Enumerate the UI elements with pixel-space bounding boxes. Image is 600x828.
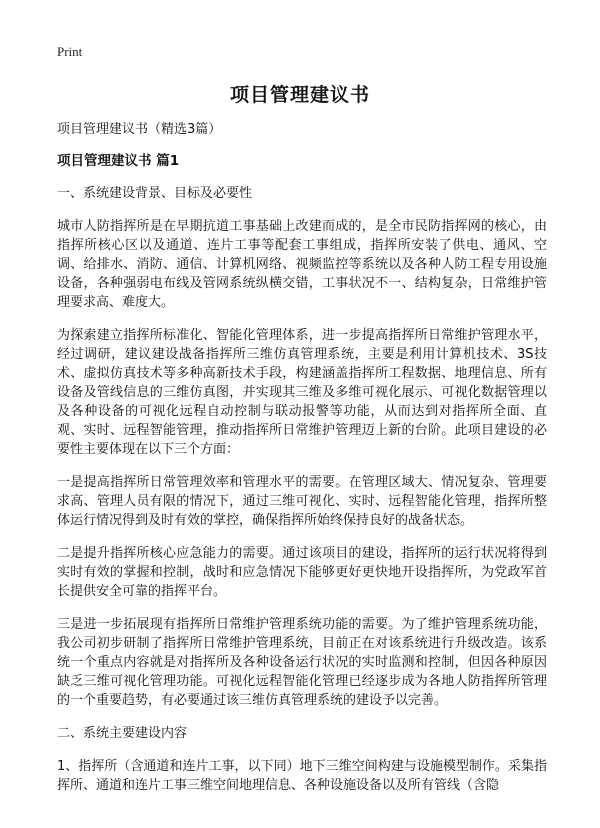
paragraph-reason-2: 二是提升指挥所核心应急能力的需要。通过该项目的建设，指挥所的运行状况将得到实时有效的掌握和控制，战时和应急情况下能够更好更快地开设指挥所，为党政军首长提供安全可靠的指挥平台。 bbox=[57, 546, 547, 599]
document-body bbox=[57, 120, 547, 809]
section-heading: 项目管理建议书 篇1 bbox=[57, 153, 180, 169]
paragraph-item-1: 1、指挥所（含通道和连片工事，以下同）地下三维空间构建与设施模型制作。采集指挥所、通道和连片工事三维空间地理信息、各种设施设备以及所有管线（含隐 bbox=[57, 759, 547, 793]
paragraph-background: 城市人防指挥所是在早期抗道工事基础上改建而成的，是全市民防指挥网的核心，由指挥所核心区以及通道、连片工事等配套工事组成，指挥所安装了供电、通风、空调、给排水、消防、通信、计算机网络、视频监控等系统以及各种人防工程专用设施设备，各种强弱电布线及管网系统纵横交错，工事状况不一、结构复杂，日常维护管理要求高、难度大。 bbox=[57, 219, 547, 310]
document-subtitle: 项目管理建议书（精选3篇） bbox=[57, 122, 222, 137]
paragraph-proposal: 为探索建立指挥所标准化、智能化管理体系，进一步提高指挥所日常维护管理水平，经过调研，建议建设战备指挥所三维仿真管理系统，主要是利用计算机技术、3S技术、虚拟仿真技术等多种高新技术手段，构建涵盖指挥所工程数据、地理信息、所有设备及管线信息的三维仿真图，并实现其三维及多维可视化展示、可视化数据管理以及各种设备的可视化远程自动控制与联动报警等功能，从而达到对指挥所全面、直观、实时、远程智能管理，推动指挥所日常维护管理迈上新的台阶。此项目建设的必要性主要体现在以下三个方面： bbox=[57, 328, 547, 457]
print-link[interactable]: Print bbox=[57, 44, 83, 59]
page-title: 项目管理建议书 bbox=[229, 84, 370, 106]
subsection-heading-2: 二、系统主要建设内容 bbox=[57, 726, 188, 741]
paragraph-reason-3: 三是进一步拓展现有指挥所日常维护管理系统功能的需要。为了维护管理系统功能，我公司初步研制了指挥所日常维护管理系统，目前正在对该系统进行升级改造。该系统一个重点内容就是对指挥所及各种设备运行状况的实时监测和控制，但因各种原因缺乏三维可视化管理功能。可视化远程智能化管理已经逐步成为各地人防指挥所管理的一个重要趋势，有必要通过该三维仿真管理系统的建设予以完善。 bbox=[57, 617, 547, 708]
paragraph-reason-1: 一是提高指挥所日常管理效率和管理水平的需要。在管理区域大、情况复杂、管理要求高、管理人员有限的情况下，通过三维可视化、实时、远程智能化管理，指挥所整体运行情况得到及时有效的掌控，确保指挥所始终保持良好的战备状态。 bbox=[57, 475, 547, 528]
subsection-heading-1: 一、系统建设背景、目标及必要性 bbox=[57, 186, 253, 201]
